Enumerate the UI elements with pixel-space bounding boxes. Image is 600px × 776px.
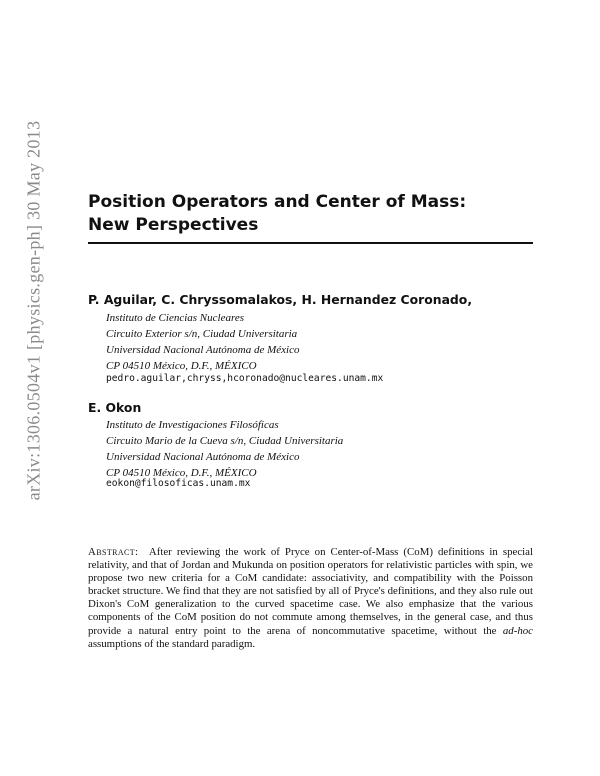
affiliation-1-line: Universidad Nacional Autónoma de México [106,344,300,356]
abstract-label: Abstract: [88,546,139,558]
affiliation-block-1 [106,310,299,374]
affiliation-1-line: Instituto de Ciencias Nucleares [106,312,244,324]
author-email-2: eokon@filosoficas.unam.mx [106,478,251,489]
affiliation-1-line: CP 04510 México, D.F., MÉXICO [106,360,257,372]
abstract-paragraph [88,546,533,651]
abstract-text-end: assumptions of the standard paradigm. [88,637,256,650]
paper-title [88,191,533,237]
author-list-1: P. Aguilar, C. Chryssomalakos, H. Hernandez Coronado, [88,292,473,307]
title-rule-divider [88,242,533,244]
paper-title-line-2: New Perspectives [88,215,259,235]
affiliation-2-line: Instituto de Investigaciones Filosóficas [106,419,279,431]
abstract-emphasis: ad-hoc [502,624,533,637]
arxiv-identifier-text: arXiv:1306.0504v1 [physics.gen-ph] 30 May 2013 [23,120,44,500]
affiliation-2-line: CP 04510 México, D.F., MÉXICO [106,467,257,479]
affiliation-2-line: Universidad Nacional Autónoma de México [106,451,300,463]
abstract-text-body: After reviewing the work of Pryce on Center-of-Mass (CoM) definitions in special relativity, and that of Jordan and Mukunda on position operators for relativistic particles with spin, we propose two new criteria for a CoM candidate: associativity, and compatibility with the Poisson bracket structure. We find that they are not satisfied by all of Pryce's definitions, and they also rule out Dixon's CoM generalization to the curved spacetime case. We also emphasize that the various components of the CoM position do not commute among themselves, in the general case, and thus provide a natural entry point to the arena of noncommutative spacetime, without the [88,546,533,637]
affiliation-1-line: Circuito Exterior s/n, Ciudad Universitaria [106,328,298,340]
arxiv-identifier [14,20,54,600]
paper-title-line-1: Position Operators and Center of Mass: [88,192,467,212]
author-email-1: pedro.aguilar,chryss,hcoronado@nucleares.unam.mx [106,373,384,384]
author-list-2: E. Okon [88,400,142,415]
affiliation-block-2 [106,417,343,481]
affiliation-2-line: Circuito Mario de la Cueva s/n, Ciudad Universitaria [106,435,344,447]
